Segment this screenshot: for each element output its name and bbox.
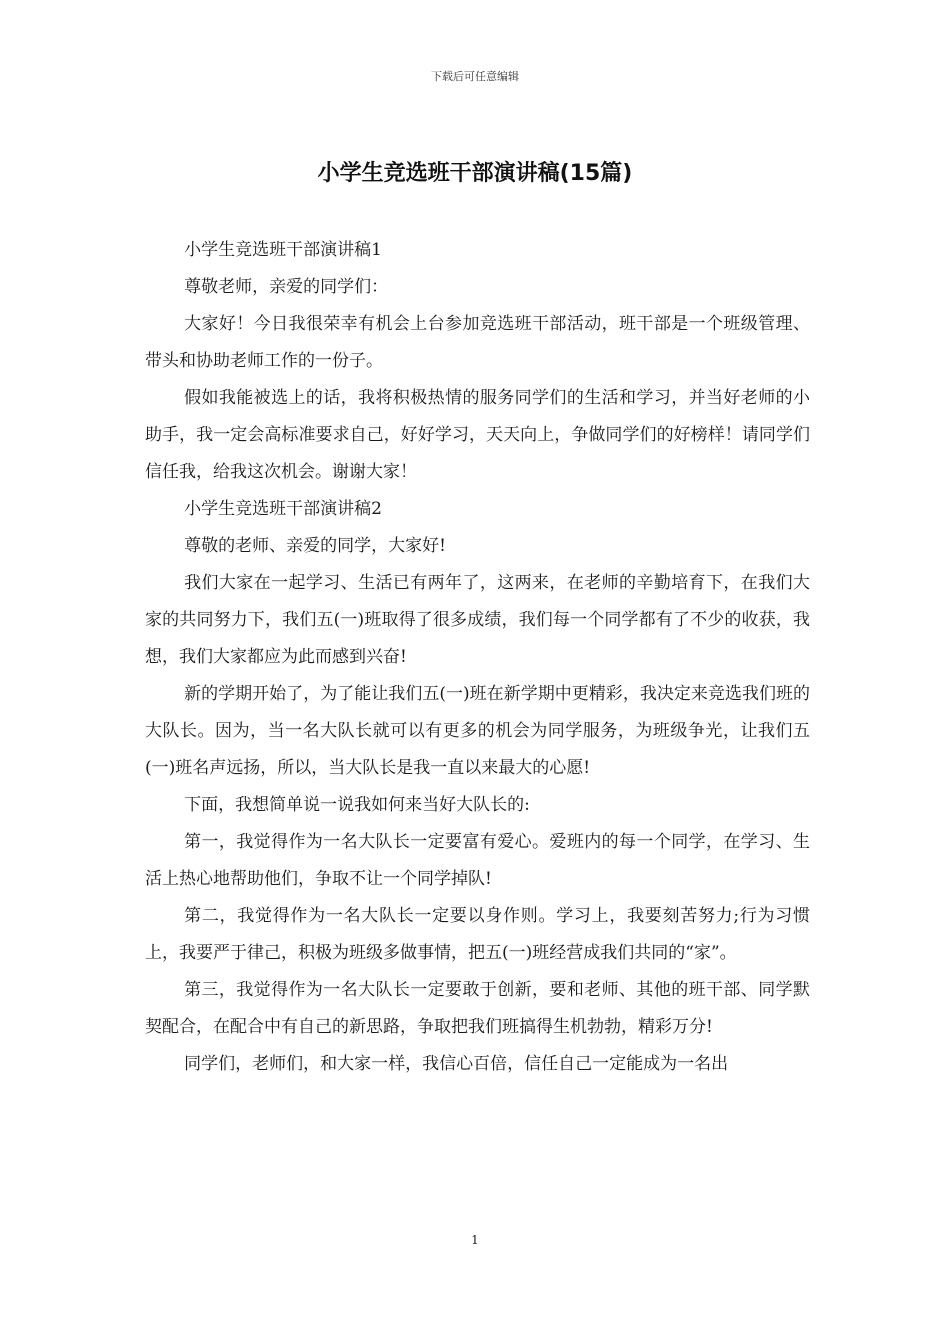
paragraph: 新的学期开始了，为了能让我们五(一)班在新学期中更精彩，我决定来竞选我们班的大队长。因为，当一名大队长就可以有更多的机会为同学服务，为班级争光，让我们五(一)班名声远扬，所以，当大队长是我一直以来最大的心愿! (145, 684, 810, 778)
paragraph: 同学们，老师们，和大家一样，我信心百倍，信任自己一定能成为一名出 (184, 1054, 729, 1074)
document-title: 小学生竞选班干部演讲稿(15篇) (317, 161, 633, 186)
header-note: 下载后可任意编辑 (431, 70, 519, 83)
paragraph: 尊敬的老师、亲爱的同学，大家好! (184, 536, 446, 556)
page-number: 1 (471, 1233, 479, 1247)
paragraph: 尊敬老师，亲爱的同学们： (184, 277, 389, 297)
document-body (145, 232, 810, 1083)
paragraph: 第一，我觉得作为一名大队长一定要富有爱心。爱班内的每一个同学，在学习、生活上热心地帮助他们，争取不让一个同学掉队! (145, 832, 810, 889)
paragraph: 我们大家在一起学习、生活已有两年了，这两来，在老师的辛勤培育下，在我们大家的共同努力下，我们五(一)班取得了很多成绩，我们每一个同学都有了不少的收获，我想，我们大家都应为此而感到兴奋! (145, 573, 810, 667)
paragraph: 大家好！今日我很荣幸有机会上台参加竞选班干部活动，班干部是一个班级管理、带头和协助老师工作的一份子。 (145, 314, 810, 371)
section-heading-2: 小学生竞选班干部演讲稿2 (184, 499, 382, 519)
section-heading-1: 小学生竞选班干部演讲稿1 (184, 240, 382, 260)
paragraph: 第二，我觉得作为一名大队长一定要以身作则。学习上，我要刻苦努力;行为习惯上，我要严于律己，积极为班级多做事情，把五(一)班经营成我们共同的“家”。 (145, 906, 810, 963)
paragraph: 假如我能被选上的话，我将积极热情的服务同学们的生活和学习，并当好老师的小助手，我一定会高标准要求自己，好好学习，天天向上，争做同学们的好榜样！请同学们信任我，给我这次机会。谢谢大家！ (145, 388, 810, 482)
paragraph: 第三，我觉得作为一名大队长一定要敢于创新，要和老师、其他的班干部、同学默契配合，在配合中有自己的新思路，争取把我们班搞得生机勃勃，精彩万分! (145, 980, 810, 1037)
paragraph: 下面，我想简单说一说我如何来当好大队长的: (184, 795, 530, 815)
